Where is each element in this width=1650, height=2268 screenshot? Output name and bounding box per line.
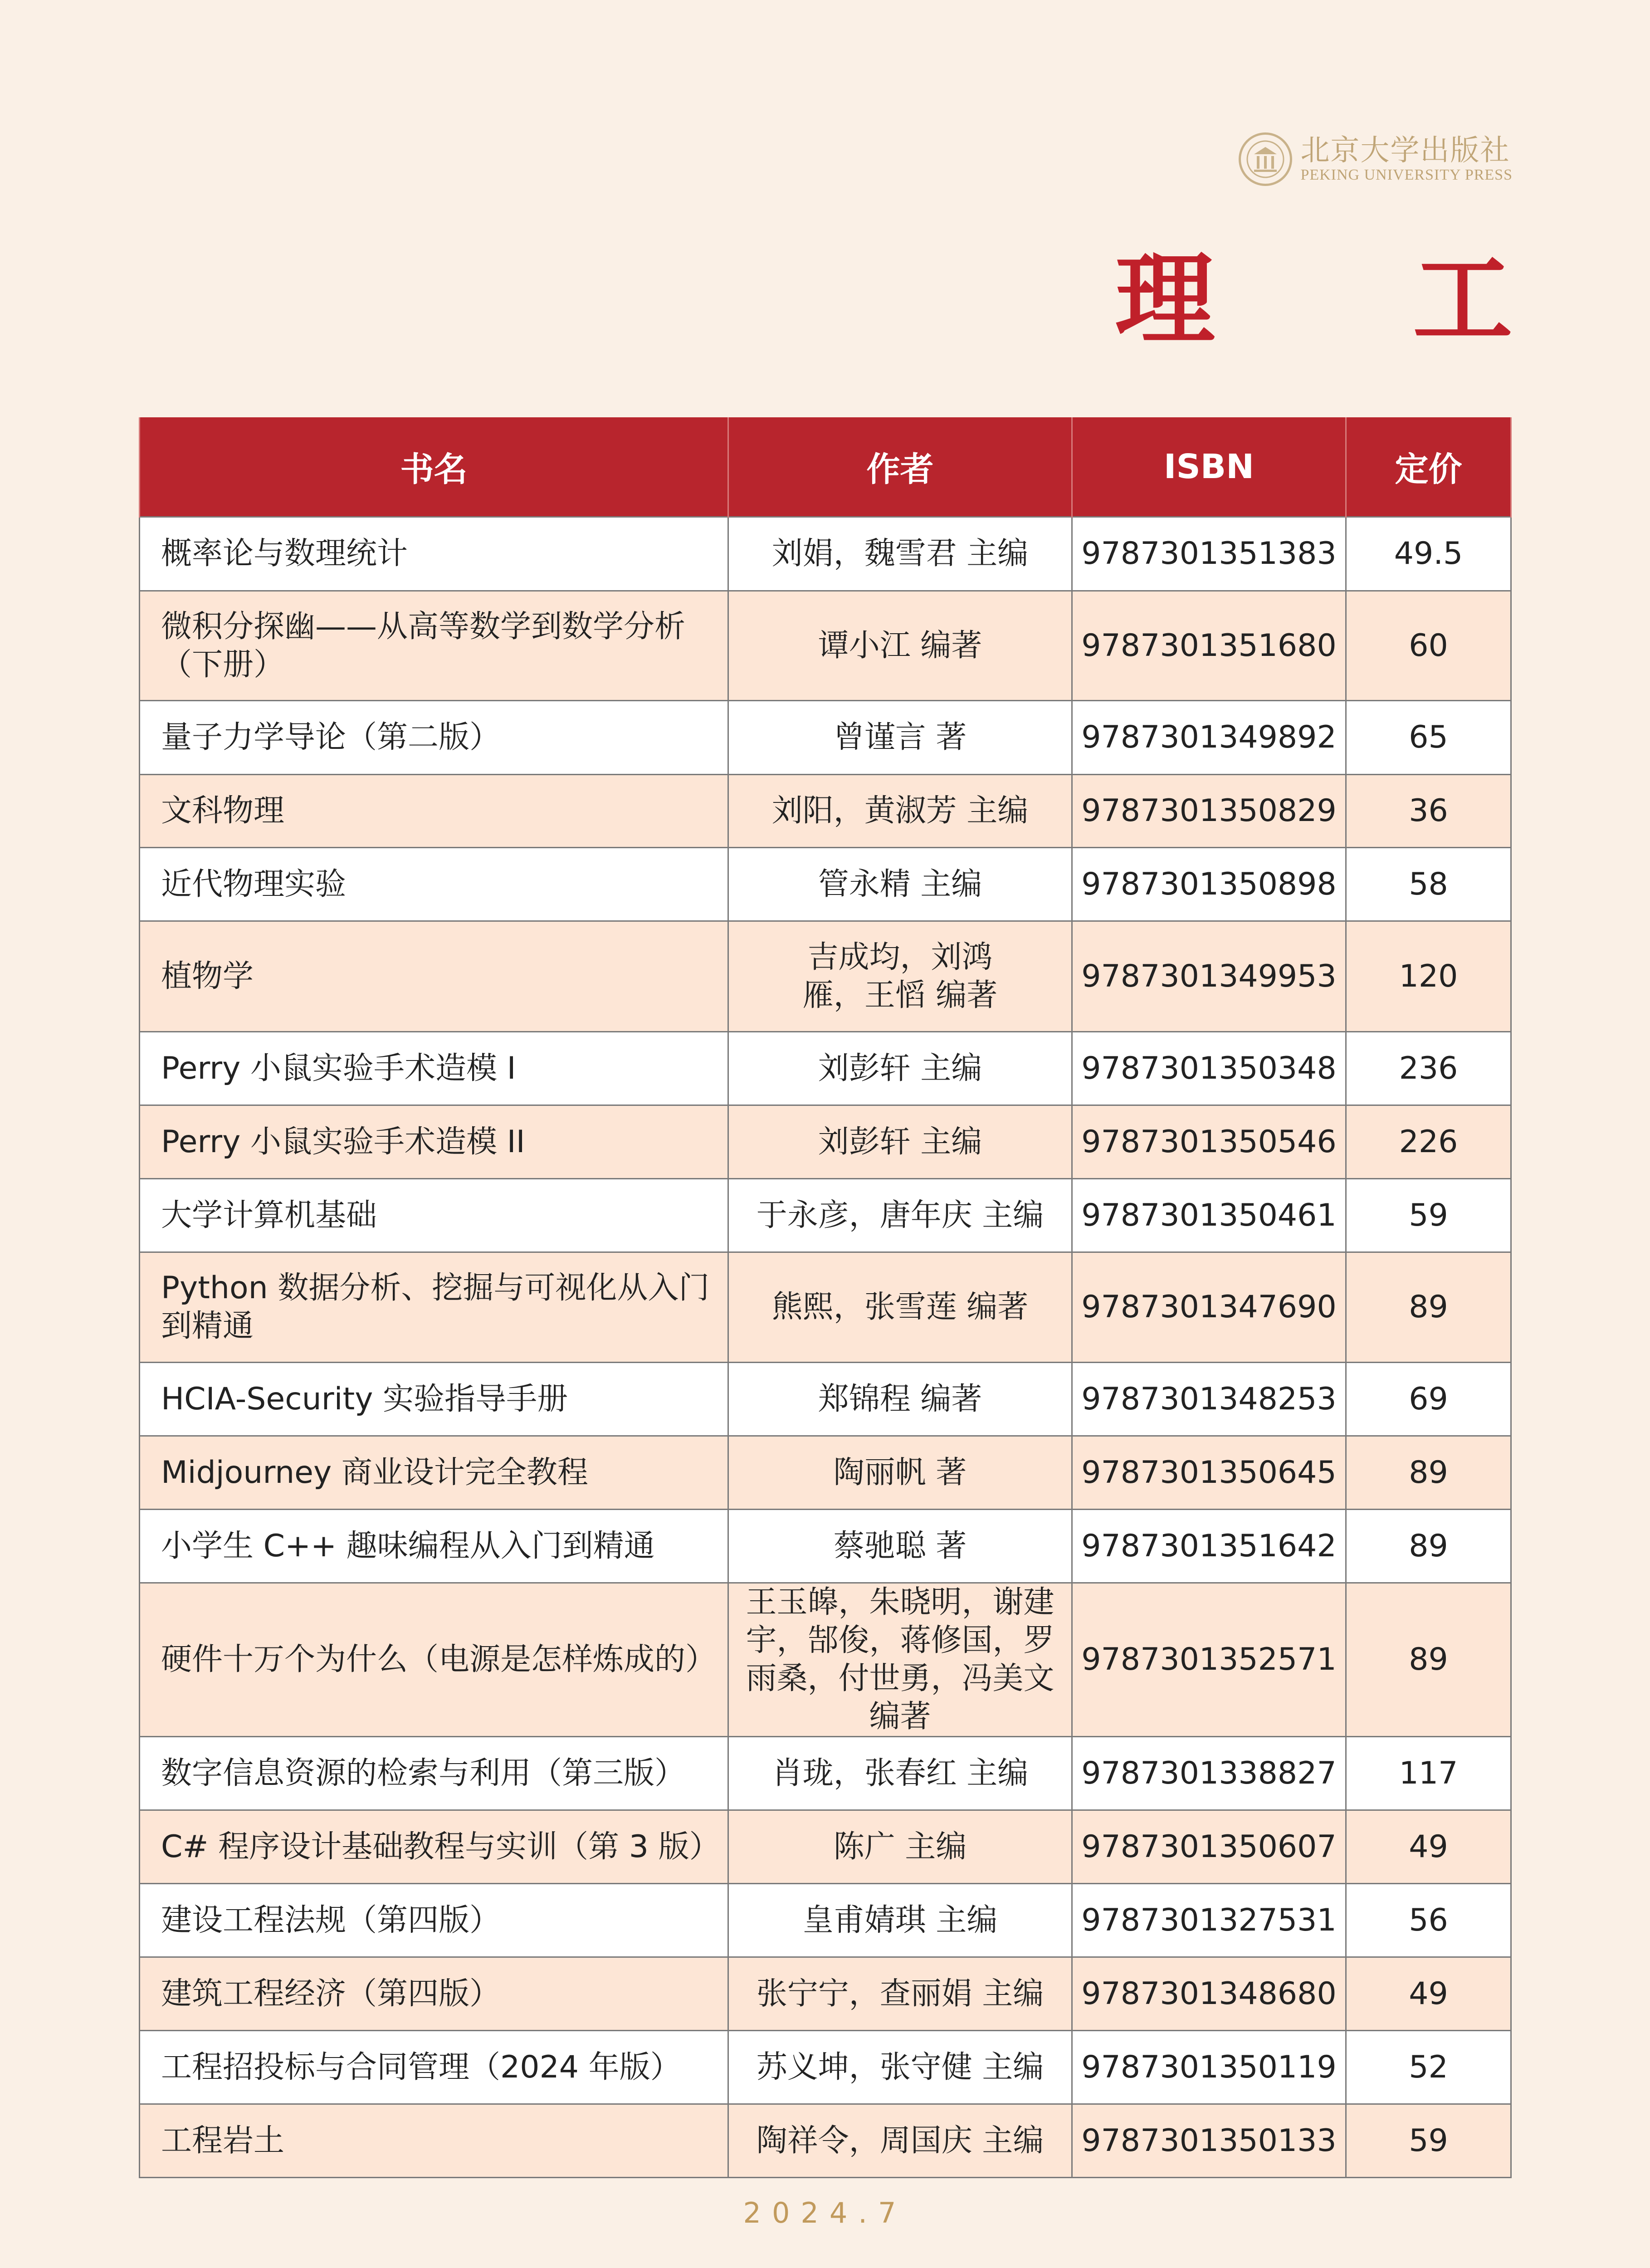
- publisher-logo: [1239, 132, 1513, 186]
- table-row: [140, 1737, 1511, 1810]
- book-title: 近代物理实验: [140, 848, 728, 921]
- table-row: [140, 2031, 1511, 2104]
- book-price: 117: [1346, 1737, 1511, 1810]
- header-isbn: ISBN: [1072, 417, 1346, 517]
- book-title: 数字信息资源的检索与利用（第三版）: [140, 1737, 728, 1810]
- book-price: 236: [1346, 1032, 1511, 1105]
- book-price: 65: [1346, 701, 1511, 775]
- book-title: 植物学: [140, 921, 728, 1032]
- header-title: 书名: [140, 417, 728, 517]
- book-isbn: 9787301347690: [1072, 1252, 1346, 1363]
- book-isbn: 9787301350829: [1072, 775, 1346, 848]
- book-author: 张宁宁，查丽娟 主编: [728, 1957, 1072, 2031]
- book-author: 皇甫婧琪 主编: [728, 1884, 1072, 1957]
- book-price: 89: [1346, 1252, 1511, 1363]
- table-row: [140, 517, 1511, 591]
- footer-date: 2024.7: [743, 2196, 907, 2229]
- book-title: Midjourney 商业设计完全教程: [140, 1436, 728, 1510]
- book-price: 56: [1346, 1884, 1511, 1957]
- book-isbn: 9787301350607: [1072, 1810, 1346, 1884]
- book-price: 89: [1346, 1510, 1511, 1583]
- book-price: 89: [1346, 1583, 1511, 1737]
- book-title: 大学计算机基础: [140, 1179, 728, 1252]
- book-author: 熊熙，张雪莲 编著: [728, 1252, 1072, 1363]
- book-title: HCIA-Security 实验指导手册: [140, 1363, 728, 1436]
- book-title: 工程岩土: [140, 2104, 728, 2178]
- book-author: 吉成均，刘鸿雁，王慆 编著: [728, 921, 1072, 1032]
- book-isbn: 9787301350898: [1072, 848, 1346, 921]
- header-price: 定价: [1346, 417, 1511, 517]
- book-author: 于永彦，唐年庆 主编: [728, 1179, 1072, 1252]
- book-isbn: 9787301350461: [1072, 1179, 1346, 1252]
- table-row: [140, 701, 1511, 775]
- book-price: 49: [1346, 1957, 1511, 2031]
- book-price: 58: [1346, 848, 1511, 921]
- book-price: 52: [1346, 2031, 1511, 2104]
- book-isbn: 9787301327531: [1072, 1884, 1346, 1957]
- book-title: Perry 小鼠实验手术造模 I: [140, 1032, 728, 1105]
- table-row: [140, 1510, 1511, 1583]
- book-author: 刘彭轩 主编: [728, 1105, 1072, 1179]
- book-price: 60: [1346, 591, 1511, 701]
- book-author: 郑锦程 编著: [728, 1363, 1072, 1436]
- book-author: 刘娟，魏雪君 主编: [728, 517, 1072, 591]
- table-row: [140, 1252, 1511, 1363]
- book-title: C# 程序设计基础教程与实训（第 3 版）: [140, 1810, 728, 1884]
- section-title: 理 工: [1115, 240, 1594, 358]
- book-isbn: 9787301351642: [1072, 1510, 1346, 1583]
- book-isbn: 9787301349953: [1072, 921, 1346, 1032]
- table-header-row: [140, 417, 1511, 517]
- book-isbn: 9787301338827: [1072, 1737, 1346, 1810]
- book-title: 文科物理: [140, 775, 728, 848]
- publisher-name-cn: 北京大学出版社: [1300, 134, 1510, 167]
- book-author: 苏义坤，张守健 主编: [728, 2031, 1072, 2104]
- book-title: 建筑工程经济（第四版）: [140, 1957, 728, 2031]
- book-author: 刘阳，黄淑芳 主编: [728, 775, 1072, 848]
- peking-university-emblem-icon: [1239, 132, 1292, 186]
- book-author: 曾谨言 著: [728, 701, 1072, 775]
- book-title: 建设工程法规（第四版）: [140, 1884, 728, 1957]
- book-isbn: 9787301352571: [1072, 1583, 1346, 1737]
- publisher-name-en: PEKING UNIVERSITY PRESS: [1300, 166, 1513, 183]
- book-price: 36: [1346, 775, 1511, 848]
- book-title: 工程招投标与合同管理（2024 年版）: [140, 2031, 728, 2104]
- book-price: 59: [1346, 2104, 1511, 2178]
- table-row: [140, 1105, 1511, 1179]
- book-author: 蔡驰聪 著: [728, 1510, 1072, 1583]
- book-isbn: 9787301350546: [1072, 1105, 1346, 1179]
- table-row: [140, 1179, 1511, 1252]
- book-isbn: 9787301350133: [1072, 2104, 1346, 2178]
- book-author: 陶祥令，周国庆 主编: [728, 2104, 1072, 2178]
- book-isbn: 9787301349892: [1072, 701, 1346, 775]
- book-title: Perry 小鼠实验手术造模 II: [140, 1105, 728, 1179]
- table-row: [140, 1363, 1511, 1436]
- book-price: 226: [1346, 1105, 1511, 1179]
- book-isbn: 9787301350348: [1072, 1032, 1346, 1105]
- table-row: [140, 1436, 1511, 1510]
- book-author: 陶丽帆 著: [728, 1436, 1072, 1510]
- book-isbn: 9787301351680: [1072, 591, 1346, 701]
- table-row: [140, 775, 1511, 848]
- book-price: 89: [1346, 1436, 1511, 1510]
- book-author: 肖珑，张春红 主编: [728, 1737, 1072, 1810]
- book-isbn: 9787301348253: [1072, 1363, 1346, 1436]
- book-title: 量子力学导论（第二版）: [140, 701, 728, 775]
- book-author: 管永精 主编: [728, 848, 1072, 921]
- table-row: [140, 1884, 1511, 1957]
- book-price: 120: [1346, 921, 1511, 1032]
- book-isbn: 9787301351383: [1072, 517, 1346, 591]
- table-row: [140, 2104, 1511, 2178]
- book-isbn: 9787301350645: [1072, 1436, 1346, 1510]
- table-row: [140, 848, 1511, 921]
- table-row: [140, 1583, 1511, 1737]
- book-price: 59: [1346, 1179, 1511, 1252]
- book-author: 王玉皞，朱晓明，谢建宇，郜俊，蒋修国，罗雨桑，付世勇，冯美文 编著: [728, 1583, 1072, 1737]
- header-author: 作者: [728, 417, 1072, 517]
- book-author: 谭小江 编著: [728, 591, 1072, 701]
- table-row: [140, 1957, 1511, 2031]
- table-row: [140, 1810, 1511, 1884]
- table-row: [140, 921, 1511, 1032]
- book-price: 49.5: [1346, 517, 1511, 591]
- book-title: 硬件十万个为什么（电源是怎样炼成的）: [140, 1583, 728, 1737]
- book-title: 微积分探幽——从高等数学到数学分析（下册）: [140, 591, 728, 701]
- table-row: [140, 591, 1511, 701]
- book-author: 刘彭轩 主编: [728, 1032, 1072, 1105]
- book-isbn: 9787301350119: [1072, 2031, 1346, 2104]
- book-price: 49: [1346, 1810, 1511, 1884]
- book-price: 69: [1346, 1363, 1511, 1436]
- book-table: [139, 417, 1512, 2178]
- book-title: Python 数据分析、挖掘与可视化从入门到精通: [140, 1252, 728, 1363]
- book-title: 概率论与数理统计: [140, 517, 728, 591]
- book-author: 陈广 主编: [728, 1810, 1072, 1884]
- table-row: [140, 1032, 1511, 1105]
- book-title: 小学生 C++ 趣味编程从入门到精通: [140, 1510, 728, 1583]
- book-isbn: 9787301348680: [1072, 1957, 1346, 2031]
